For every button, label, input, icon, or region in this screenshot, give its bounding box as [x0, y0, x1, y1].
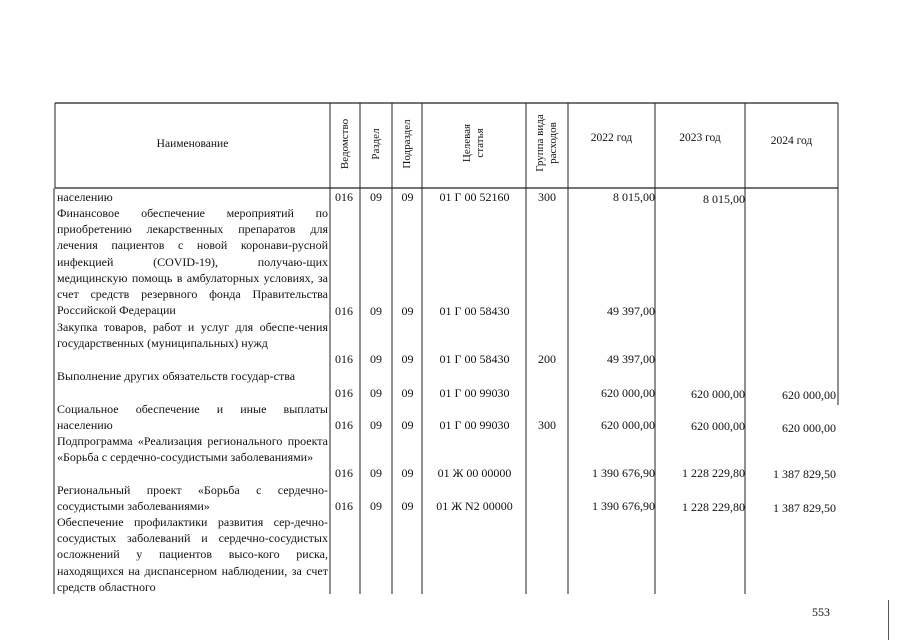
row-2023: 620 000,00 — [691, 419, 745, 433]
row-vedomstvo: 016 — [335, 304, 353, 318]
row-celevaya: 01 Г 00 58430 — [439, 304, 510, 318]
row-2024: 620 000,00 — [782, 421, 836, 435]
row-2022: 49 397,00 — [607, 352, 655, 366]
row-podrazdel: 09 — [401, 466, 414, 480]
header-vedomstvo: Ведомство — [339, 118, 351, 170]
row-name: Финансовое обеспечение мероприятий по приобретению лекарственных препаратов для лечения пациентов с новой коронави-русной инфекцией (COVID-19), получаю-щих медицинскую помощь в амбулаторных условиях, за счет средств резервного фонда Правительства Российской Федерации — [57, 206, 328, 318]
row-razdel: 09 — [370, 386, 382, 400]
row-2022: 49 397,00 — [607, 304, 655, 318]
row-podrazdel: 09 — [401, 386, 414, 400]
row-2023: 620 000,00 — [691, 387, 745, 401]
header-gruppa: Группа вида расходов — [534, 114, 559, 172]
header-2024: 2024 год — [770, 135, 813, 147]
row-celevaya: 01 Г 00 52160 — [439, 190, 510, 204]
row-2022: 1 390 676,90 — [592, 466, 655, 480]
row-vedomstvo: 016 — [335, 499, 353, 513]
row-gruppa: 300 — [538, 190, 556, 204]
row-podrazdel: 09 — [401, 418, 414, 432]
header-2022: 2022 год — [590, 132, 633, 144]
row-podrazdel: 09 — [401, 499, 414, 513]
row-razdel: 09 — [370, 352, 382, 366]
row-razdel: 09 — [370, 418, 382, 432]
row-podrazdel: 09 — [401, 352, 414, 366]
header-podrazdel: Подраздел — [401, 119, 413, 169]
row-name: Выполнение других обязательств государ-ства — [57, 369, 296, 383]
row-vedomstvo: 016 — [335, 352, 353, 366]
row-name: Закупка товаров, работ и услуг для обеспе-чения государственных (муниципальных) нужд — [57, 320, 328, 351]
row-2023: 1 228 229,80 — [682, 500, 745, 514]
row-2024: 620 000,00 — [782, 388, 836, 402]
row-2022: 620 000,00 — [601, 418, 655, 432]
row-2024: 1 387 829,50 — [773, 501, 836, 515]
row-celevaya: 01 Г 00 58430 — [439, 352, 510, 366]
row-2022: 1 390 676,90 — [592, 499, 655, 513]
row-razdel: 09 — [370, 190, 382, 204]
row-podrazdel: 09 — [401, 190, 414, 204]
row-name: Региональный проект «Борьба с сердечно-сосудистыми заболеваниями» — [57, 483, 328, 514]
row-gruppa: 300 — [538, 418, 556, 432]
row-celevaya: 01 Ж 00 00000 — [437, 466, 512, 480]
page-number: 553 — [812, 605, 830, 619]
row-2023: 8 015,00 — [703, 192, 745, 206]
row-podrazdel: 09 — [401, 304, 414, 318]
row-2022: 620 000,00 — [601, 386, 655, 400]
row-celevaya: 01 Г 00 99030 — [439, 418, 510, 432]
header-celevaya: Целевая статья — [461, 123, 486, 163]
row-name: Подпрограмма «Реализация регионального проекта «Борьба с сердечно-сосудистыми заболеваниями» — [57, 434, 328, 465]
scan-edge-line — [888, 600, 889, 640]
row-vedomstvo: 016 — [335, 386, 353, 400]
row-celevaya: 01 Ж N2 00000 — [436, 499, 513, 513]
row-razdel: 09 — [370, 466, 382, 480]
row-name: Социальное обеспечение и иные выплаты населению — [57, 402, 328, 433]
row-vedomstvo: 016 — [335, 466, 353, 480]
row-celevaya: 01 Г 00 99030 — [439, 386, 510, 400]
header-2023: 2023 год — [679, 132, 721, 144]
row-vedomstvo: 016 — [335, 418, 353, 432]
row-gruppa: 200 — [538, 352, 556, 366]
row-name: Обеспечение профилактики развития сер-дечно-сосудистых заболеваний и сердечно-сосудистых осложнений у пациентов высо-кого риска, находящихся на диспансерном наблюдении, за счет средств областного — [57, 515, 328, 594]
row-name: населению — [57, 190, 113, 204]
row-razdel: 09 — [370, 304, 382, 318]
row-razdel: 09 — [370, 499, 382, 513]
header-name: Наименование — [156, 138, 229, 150]
header-razdel: Раздел — [370, 128, 382, 160]
row-2022: 8 015,00 — [613, 190, 655, 204]
row-2024: 1 387 829,50 — [773, 467, 836, 481]
row-vedomstvo: 016 — [335, 190, 353, 204]
row-2023: 1 228 229,80 — [682, 466, 745, 480]
